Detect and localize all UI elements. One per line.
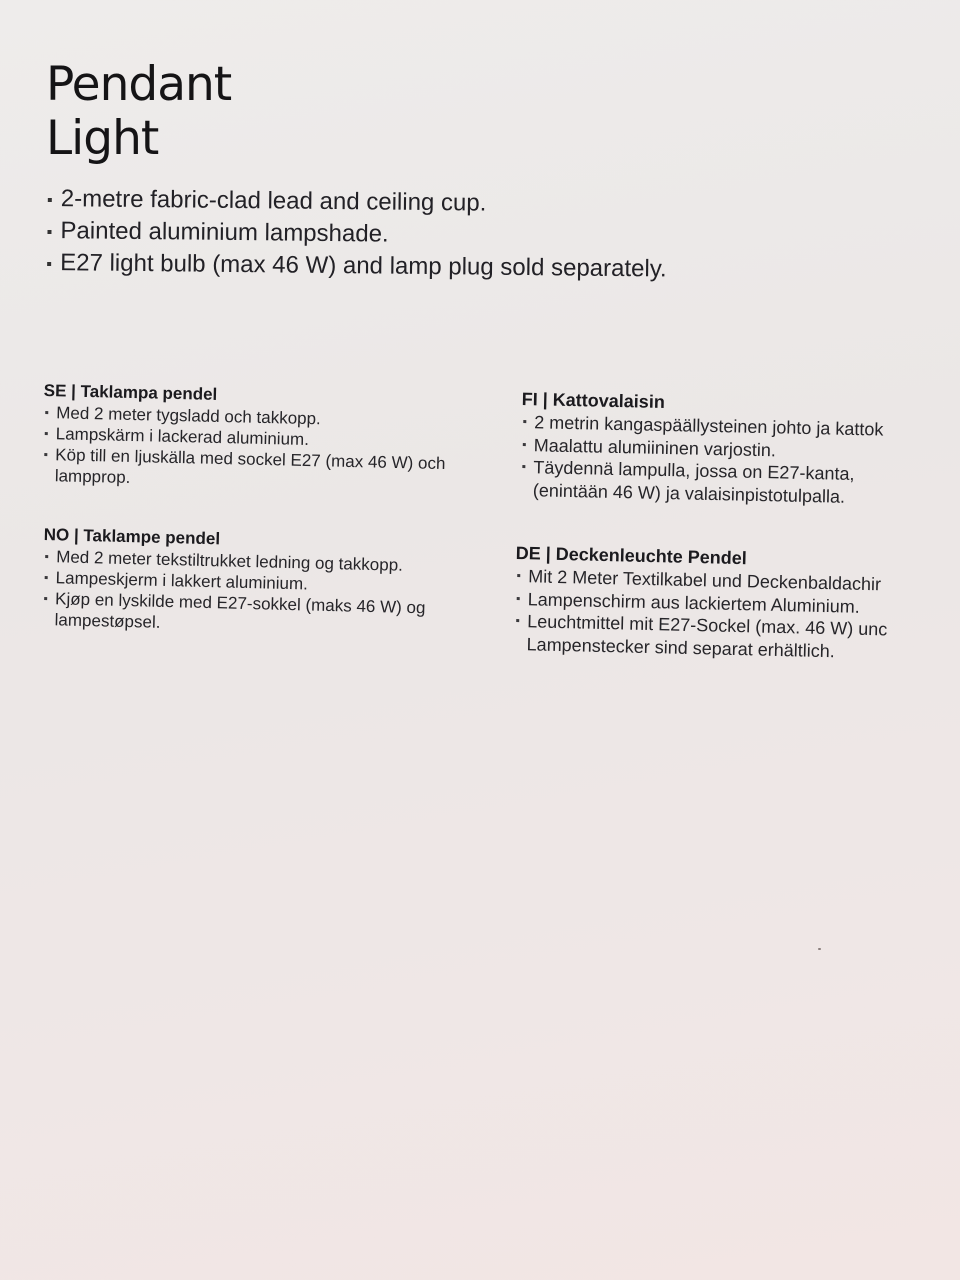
- norwegian-list: [41, 546, 503, 641]
- finnish-section: [520, 388, 960, 511]
- german-item: Leuchtmittel mit E27-Sockel (max. 46 W) unc Lampenstecker sind separat erhältlich.: [513, 610, 960, 665]
- norwegian-heading: NO | Taklampe pendel: [43, 524, 221, 549]
- norwegian-item: Lampeskjerm i lakkert aluminium.: [42, 567, 502, 599]
- product-title-line-2: Light: [46, 111, 159, 166]
- feature-item: Painted aluminium lampshade.: [45, 215, 667, 254]
- swedish-heading: SE | Taklampa pendel: [43, 380, 218, 404]
- feature-item: E27 light bulb (max 46 W) and lamp plug sold separately.: [45, 247, 667, 286]
- feature-item: 2-metre fabric-clad lead and ceiling cup.: [46, 183, 668, 222]
- surface-speck: [818, 948, 821, 950]
- finnish-heading: FI | Kattovalaisin: [521, 388, 666, 412]
- swedish-item: Köp till en ljuskälla med sockel E27 (max 46 W) och lampprop.: [42, 444, 503, 496]
- product-title-line-1: Pendant: [46, 57, 232, 112]
- finnish-item: Maalattu alumiininen varjostin.: [521, 433, 960, 465]
- finnish-item: 2 metrin kangaspäällysteinen johto ja kattok: [521, 411, 960, 443]
- norwegian-section: [41, 524, 503, 641]
- german-list: [513, 565, 960, 666]
- english-feature-list: [45, 183, 668, 286]
- german-item: Mit 2 Meter Textilkabel und Deckenbaldachir: [515, 565, 960, 598]
- finnish-item: Täydennä lampulla, jossa on E27-kanta, (enintään 46 W) ja valaisinpistotulpalla.: [520, 456, 934, 510]
- german-item: Lampenschirm aus lackiertem Aluminium.: [514, 587, 960, 620]
- swedish-section: [42, 380, 504, 496]
- finnish-list: [520, 411, 960, 511]
- swedish-item: Med 2 meter tygsladd och takkopp.: [43, 402, 503, 433]
- swedish-item: Lampskärm i lackerad aluminium.: [43, 423, 503, 454]
- german-section: [513, 542, 960, 666]
- german-heading: DE | Deckenleuchte Pendel: [515, 542, 748, 569]
- norwegian-item: Med 2 meter tekstiltrukket ledning og takkopp.: [43, 546, 503, 578]
- norwegian-item: Kjøp en lyskilde med E27-sokkel (maks 46 W) og lampestøpsel.: [41, 588, 502, 641]
- swedish-list: [42, 402, 504, 496]
- product-title: [46, 58, 231, 166]
